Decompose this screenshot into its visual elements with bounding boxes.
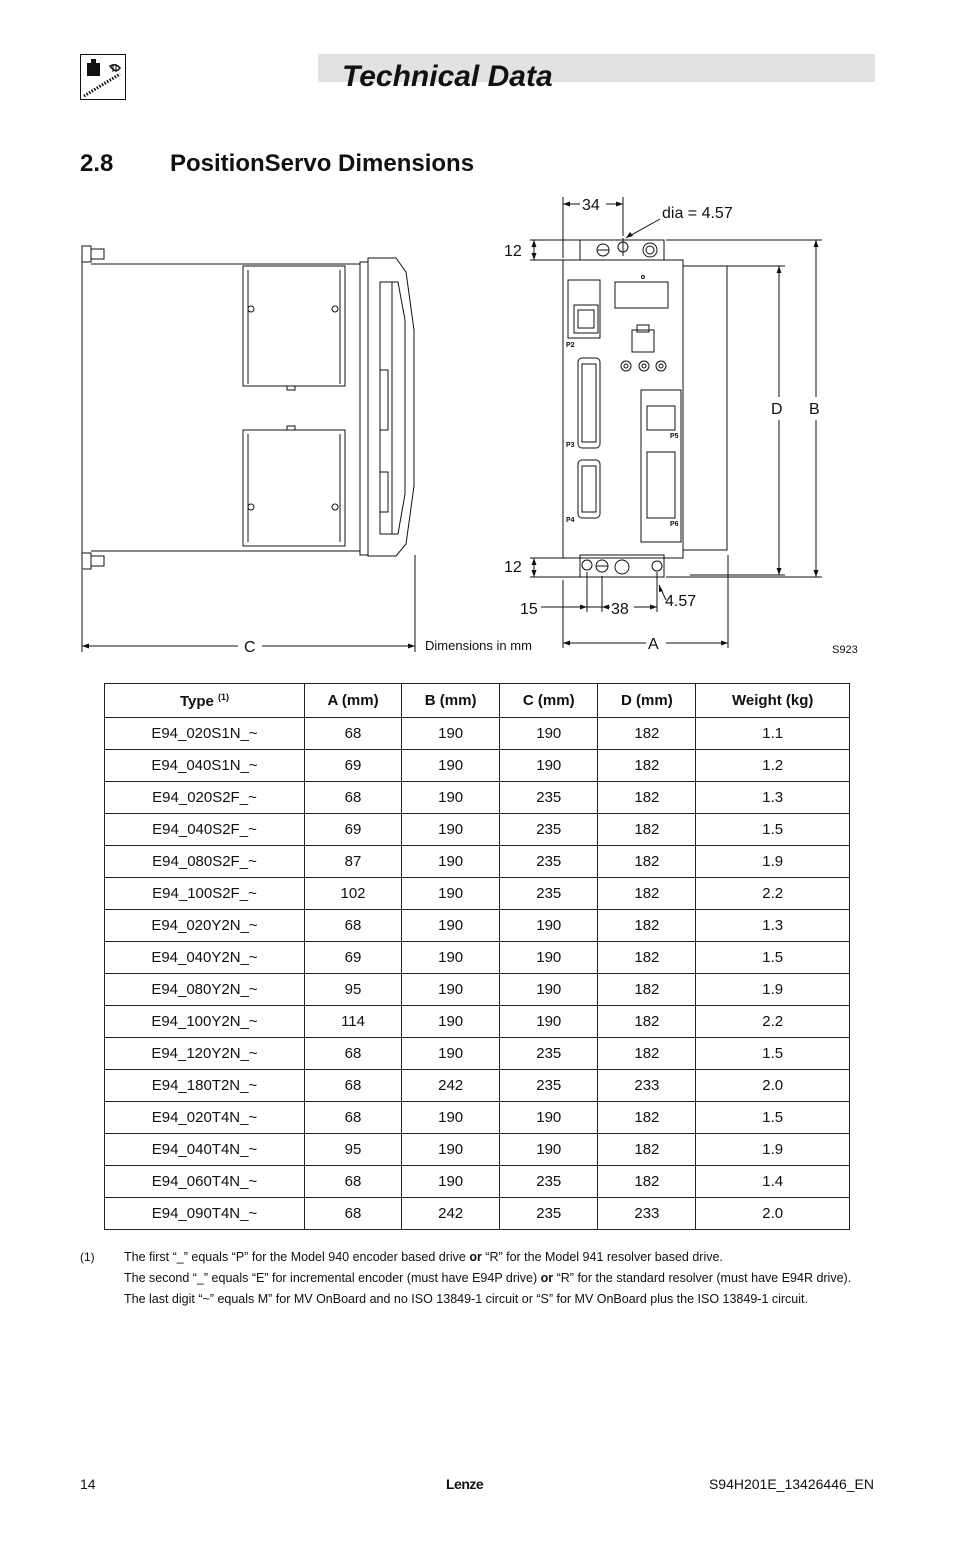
cell-b: 190 [402, 718, 500, 750]
cell-a: 68 [304, 718, 401, 750]
cell-weight: 2.0 [696, 1198, 850, 1230]
cell-type: E94_120Y2N_~ [105, 1038, 305, 1070]
cell-weight: 1.9 [696, 974, 850, 1006]
cell-a: 68 [304, 1070, 401, 1102]
cell-weight: 2.2 [696, 878, 850, 910]
dimension-drawing [0, 0, 954, 680]
dim-label-c: C [244, 639, 256, 656]
cell-b: 242 [402, 1198, 500, 1230]
cell-c: 235 [500, 814, 598, 846]
cell-a: 68 [304, 910, 401, 942]
footnote-marker: (1) [80, 1250, 95, 1264]
footnote-line-1: The first “_” equals “P” for the Model 940 encoder based drive or “R” for the Model 941 resolver based drive. [124, 1250, 723, 1264]
cell-b: 190 [402, 1006, 500, 1038]
table-row [105, 1038, 850, 1070]
cell-a: 95 [304, 974, 401, 1006]
dim-15: 15 [520, 601, 538, 618]
cell-type: E94_020T4N_~ [105, 1102, 305, 1134]
header-type: Type $^{(1)}$ [105, 684, 305, 718]
cell-b: 190 [402, 1102, 500, 1134]
dim-hole-dia: dia = 4.57 [662, 205, 733, 222]
cell-type: E94_040S2F_~ [105, 814, 305, 846]
cell-a: 69 [304, 814, 401, 846]
cell-c: 190 [500, 1006, 598, 1038]
table-row [105, 718, 850, 750]
cell-type: E94_040S1N_~ [105, 750, 305, 782]
footnote-line-3: The last digit “~” equals M” for MV OnBoard and no ISO 13849-1 circuit or “S” for MV OnBoard plus the ISO 13849-1 circuit. [124, 1292, 808, 1306]
cell-d: 182 [598, 814, 696, 846]
cell-b: 190 [402, 814, 500, 846]
cell-c: 235 [500, 1070, 598, 1102]
cell-b: 190 [402, 910, 500, 942]
cell-weight: 1.2 [696, 750, 850, 782]
units-note: Dimensions in mm [425, 638, 532, 653]
cell-c: 235 [500, 1038, 598, 1070]
cell-a: 95 [304, 1134, 401, 1166]
cell-a: 87 [304, 846, 401, 878]
table-row [105, 1102, 850, 1134]
cell-a: 68 [304, 1038, 401, 1070]
header-d: D (mm) [598, 684, 696, 718]
cell-a: 69 [304, 750, 401, 782]
connector-label-p6: P6 [670, 521, 679, 528]
cell-c: 235 [500, 1198, 598, 1230]
table-row [105, 1134, 850, 1166]
cell-type: E94_020Y2N_~ [105, 910, 305, 942]
page-number: 14 [80, 1476, 96, 1492]
dimensions-table [104, 683, 850, 1230]
cell-d: 233 [598, 1070, 696, 1102]
cell-weight: 2.2 [696, 1006, 850, 1038]
cell-weight: 1.4 [696, 1166, 850, 1198]
cell-b: 190 [402, 1134, 500, 1166]
cell-type: E94_080Y2N_~ [105, 974, 305, 1006]
side-view-drawing [82, 246, 414, 569]
cell-weight: 1.5 [696, 814, 850, 846]
cell-type: E94_180T2N_~ [105, 1070, 305, 1102]
cell-b: 190 [402, 1166, 500, 1198]
table-row [105, 814, 850, 846]
cell-a: 68 [304, 1198, 401, 1230]
cell-d: 182 [598, 1166, 696, 1198]
cell-weight: 1.9 [696, 1134, 850, 1166]
document-id: S94H201E_13426446_EN [708, 1476, 874, 1492]
cell-b: 190 [402, 1038, 500, 1070]
footnote-ref: (1) [218, 691, 230, 702]
cell-d: 182 [598, 910, 696, 942]
cell-a: 114 [304, 1006, 401, 1038]
cell-c: 190 [500, 718, 598, 750]
cell-weight: 1.5 [696, 1038, 850, 1070]
cell-d: 182 [598, 974, 696, 1006]
table-row [105, 942, 850, 974]
header-weight: Weight (kg) [696, 684, 850, 718]
table-header-row [105, 684, 850, 718]
brand-logo: Lenze [446, 1476, 484, 1492]
dim-label-b: B [809, 401, 820, 418]
connector-label-p3: P3 [566, 442, 575, 449]
header-c: C (mm) [500, 684, 598, 718]
cell-c: 235 [500, 878, 598, 910]
cell-weight: 2.0 [696, 1070, 850, 1102]
table-row [105, 750, 850, 782]
cell-c: 190 [500, 1102, 598, 1134]
cell-b: 190 [402, 846, 500, 878]
cell-weight: 1.5 [696, 942, 850, 974]
table-row [105, 878, 850, 910]
header-a: A (mm) [304, 684, 401, 718]
cell-type: E94_020S2F_~ [105, 782, 305, 814]
cell-d: 233 [598, 1198, 696, 1230]
cell-b: 190 [402, 782, 500, 814]
table-row [105, 846, 850, 878]
dim-34: 34 [582, 197, 600, 214]
table-row [105, 1198, 850, 1230]
dim-38: 38 [611, 601, 629, 618]
cell-c: 190 [500, 1134, 598, 1166]
figure-id: S923 [832, 644, 858, 656]
header-b: B (mm) [402, 684, 500, 718]
cell-type: E94_100Y2N_~ [105, 1006, 305, 1038]
cell-d: 182 [598, 1102, 696, 1134]
dim-label-a: A [648, 636, 659, 653]
front-view-drawing [563, 238, 727, 577]
cell-c: 235 [500, 846, 598, 878]
cell-c: 235 [500, 1166, 598, 1198]
cell-d: 182 [598, 1134, 696, 1166]
cell-d: 182 [598, 718, 696, 750]
dim-bottom-12: 12 [504, 559, 522, 576]
cell-c: 190 [500, 910, 598, 942]
footnote-text [124, 1247, 851, 1310]
cell-a: 68 [304, 1166, 401, 1198]
cell-c: 190 [500, 974, 598, 1006]
cell-type: E94_090T4N_~ [105, 1198, 305, 1230]
cell-weight: 1.1 [696, 718, 850, 750]
cell-type: E94_060T4N_~ [105, 1166, 305, 1198]
cell-type: E94_020S1N_~ [105, 718, 305, 750]
cell-d: 182 [598, 942, 696, 974]
dim-4-57: 4.57 [665, 593, 697, 610]
cell-weight: 1.3 [696, 910, 850, 942]
dim-top-12: 12 [504, 243, 522, 260]
cell-b: 190 [402, 750, 500, 782]
dimension-arrows [82, 202, 819, 649]
cell-d: 182 [598, 878, 696, 910]
cell-d: 182 [598, 1038, 696, 1070]
dim-label-d: D [771, 401, 783, 418]
cell-b: 190 [402, 878, 500, 910]
table-row [105, 974, 850, 1006]
cell-a: 68 [304, 782, 401, 814]
cell-weight: 1.9 [696, 846, 850, 878]
dimension-lines [82, 197, 822, 652]
cell-c: 190 [500, 750, 598, 782]
cell-weight: 1.3 [696, 782, 850, 814]
table-row [105, 910, 850, 942]
cell-a: 68 [304, 1102, 401, 1134]
section-title: PositionServo Dimensions [170, 150, 475, 177]
cell-type: E94_100S2F_~ [105, 878, 305, 910]
footnote-line-2: The second “_” equals “E” for incremental encoder (must have E94P drive) or “R” for the standard resolver (must have E94R drive). [124, 1271, 852, 1285]
page-title: Technical Data [342, 60, 553, 93]
cell-d: 182 [598, 750, 696, 782]
connector-label-p5: P5 [670, 433, 679, 440]
connector-label-p4: P4 [566, 517, 575, 524]
cell-a: 69 [304, 942, 401, 974]
cell-c: 235 [500, 782, 598, 814]
cell-c: 190 [500, 942, 598, 974]
cell-a: 102 [304, 878, 401, 910]
table-row [105, 1006, 850, 1038]
cell-type: E94_040Y2N_~ [105, 942, 305, 974]
table-row [105, 1166, 850, 1198]
cell-b: 242 [402, 1070, 500, 1102]
cell-weight: 1.5 [696, 1102, 850, 1134]
cell-d: 182 [598, 1006, 696, 1038]
table-row [105, 782, 850, 814]
table-row [105, 1070, 850, 1102]
cell-b: 190 [402, 974, 500, 1006]
cell-d: 182 [598, 846, 696, 878]
cell-b: 190 [402, 942, 500, 974]
connector-label-p2: P2 [566, 342, 575, 349]
cell-d: 182 [598, 782, 696, 814]
cell-type: E94_040T4N_~ [105, 1134, 305, 1166]
cell-type: E94_080S2F_~ [105, 846, 305, 878]
section-number: 2.8 [80, 150, 114, 177]
